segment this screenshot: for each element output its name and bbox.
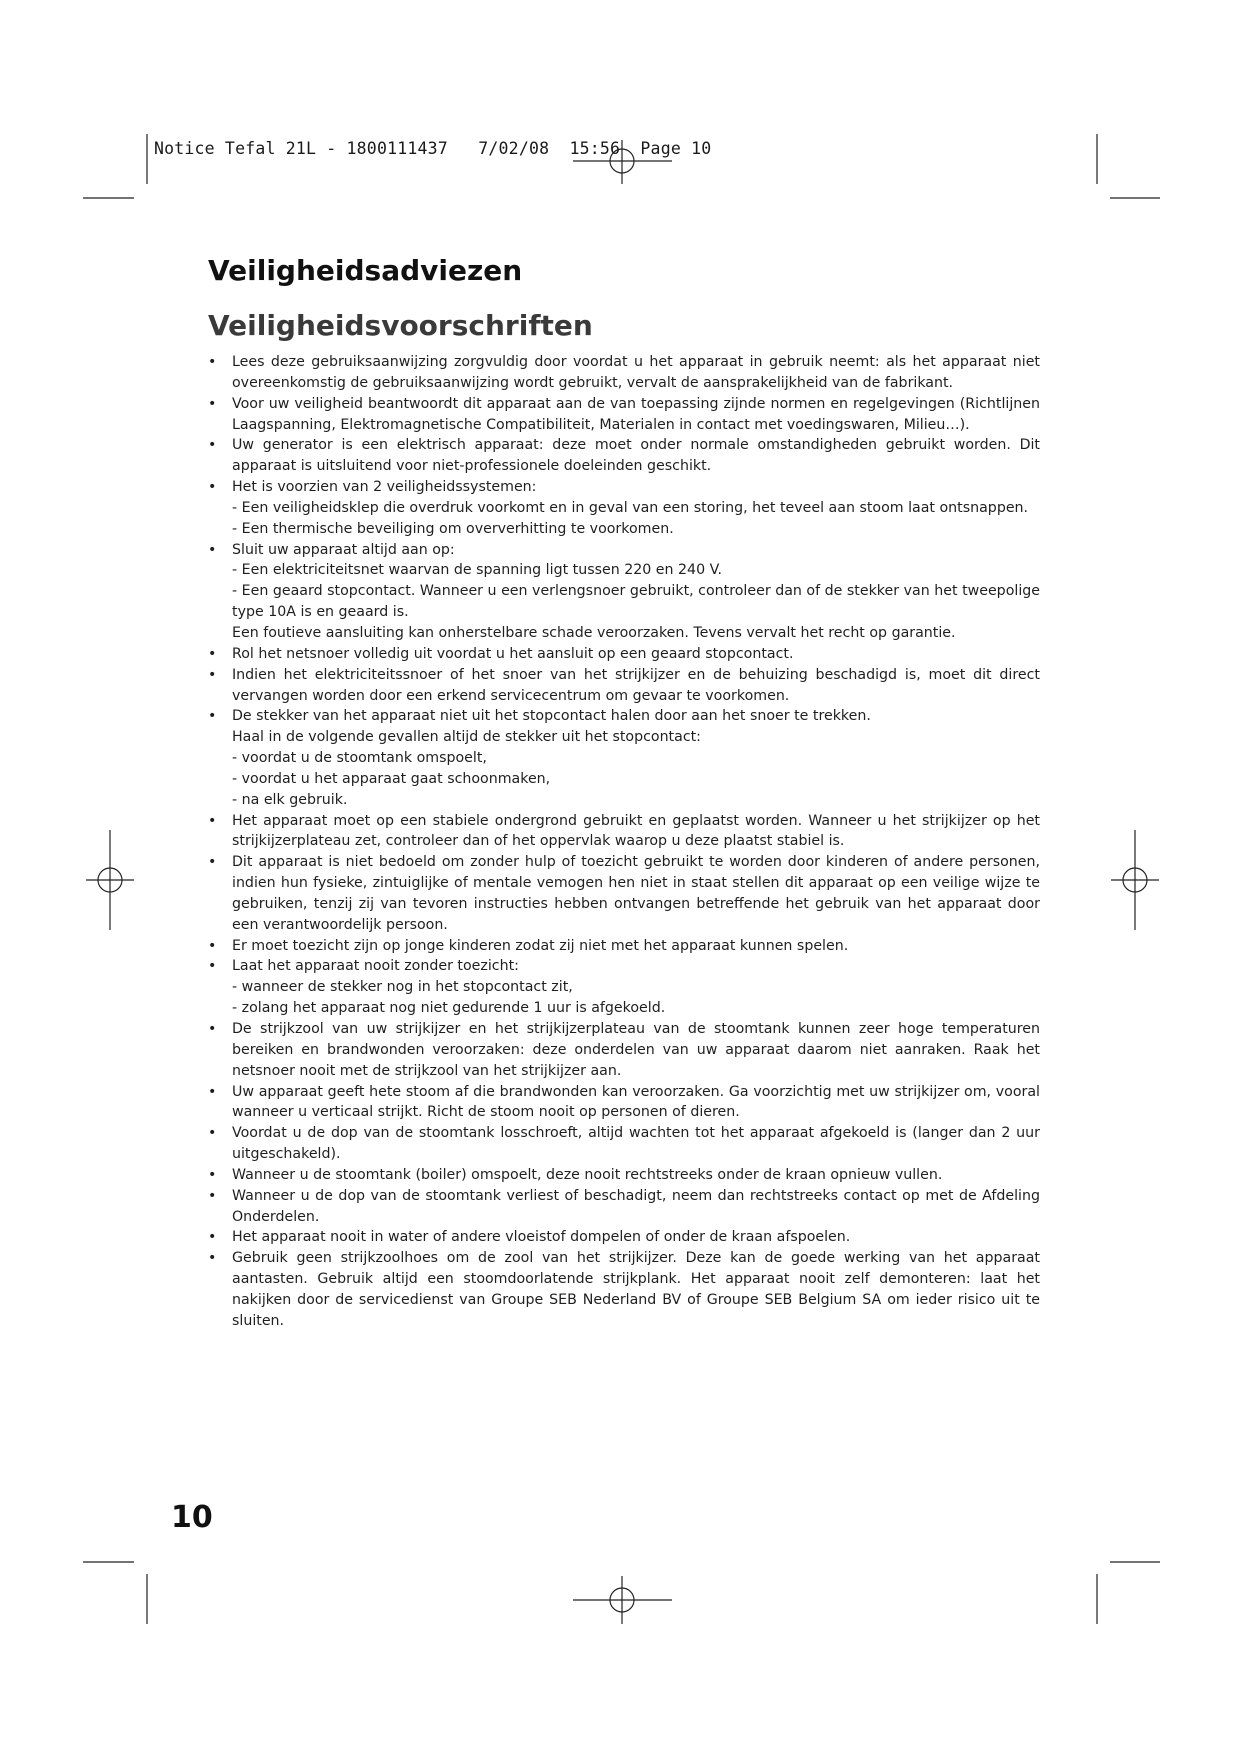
list-item (208, 540, 1040, 644)
bullet-icon: • (208, 708, 217, 725)
list-item-text: Uw generator is een elektrisch apparaat: deze moet onder normale omstandigheden gebruikt worden. Dit apparaat is uitsluitend voor niet-professionele doeleinden geschikt. (232, 437, 1040, 475)
bullet-icon: • (208, 937, 217, 954)
list-item (208, 644, 1040, 665)
bullet-icon: • (208, 1083, 217, 1100)
list-item (208, 1123, 1040, 1165)
bullet-icon: • (208, 1187, 217, 1204)
bullet-icon: • (208, 812, 217, 829)
list-item-text: Lees deze gebruiksaanwijzing zorgvuldig door voordat u het apparaat in gebruik neemt: als het apparaat niet overeenkomstig de gebruiksaanwijzing wordt gebruikt, vervalt de aansprakelijkheid van de fabrikant. (232, 354, 1040, 391)
bullet-icon: • (208, 854, 217, 871)
list-item-text: Gebruik geen strijkzoolhoes om de zool van het strijkijzer. Deze kan de goede werking van het apparaat aantasten. Gebruik altijd een stoomdoorlatende strijkplank. Het apparaat nooit zelf demonteren: laat het nakijken door de servicedienst van Groupe SEB Nederland BV of Groupe SEB Belgium SA om ieder risico uit te sluiten. (232, 1250, 1040, 1329)
list-item (208, 936, 1040, 957)
bullet-icon: • (208, 1166, 217, 1183)
page-number: 10 (171, 1500, 213, 1535)
list-item-text: Voor uw veiligheid beantwoordt dit apparaat aan de van toepassing zijnde normen en regelgevingen (Richtlijnen Laagspanning, Elektromagnetische Compatibiliteit, Materialen in contact met voedingswaren, Milieu…). (232, 395, 1040, 433)
bullet-icon: • (208, 666, 217, 683)
list-item-subline: - Een veiligheidsklep die overdruk voorkomt en in geval van een storing, het teveel aan stoom laat ontsnappen. (232, 499, 1029, 516)
list-item-text: Dit apparaat is niet bedoeld om zonder hulp of toezicht gebruikt te worden door kinderen of andere personen, indien hun fysieke, zintuiglijke of mentale vemogen hen niet in staat stellen dit apparaat op een veilige wijze te gebruiken, tenzij zij van tevoren instructies hebben ontvangen betreffende het gebruik van het apparaat door een verantwoordelijk persoon. (232, 854, 1040, 933)
bullet-icon: • (208, 479, 217, 496)
list-item-subline: Een foutieve aansluiting kan onherstelbare schade veroorzaken. Tevens vervalt het recht op garantie. (232, 624, 956, 641)
list-item (208, 706, 1040, 810)
list-item (208, 956, 1040, 1019)
bullet-icon: • (208, 1021, 217, 1037)
list-item-subline: - voordat u de stoomtank omspoelt, (232, 750, 487, 767)
list-item-text: Het apparaat moet op een stabiele ondergrond gebruikt en geplaatst worden. Wanneer u het strijkijzer op het strijkijzerplateau zet, controleer dan of het oppervlak waarop u deze plaatst stabiel is. (232, 812, 1040, 850)
list-item (208, 1227, 1040, 1248)
list-item (208, 1248, 1040, 1331)
list-item-subline: - na elk gebruik. (232, 791, 348, 808)
list-item (208, 665, 1040, 707)
bullet-icon: • (208, 645, 217, 662)
list-item-text: Rol het netsnoer volledig uit voordat u het aansluit op een geaard stopcontact. (232, 645, 794, 662)
list-item-subline: - voordat u het apparaat gaat schoonmaken, (232, 770, 551, 787)
list-item (208, 352, 1040, 394)
list-item-text: Laat het apparaat nooit zonder toezicht: (232, 958, 519, 975)
list-item-subline: - Een geaard stopcontact. Wanneer u een verlengsnoer gebruikt, controleer dan of de stekker van het tweepolige type 10A is en geaard is. (232, 583, 1040, 621)
section-subtitle: Veiligheidsvoorschriften (208, 309, 593, 342)
bullet-icon: • (208, 541, 217, 558)
bullet-icon: • (208, 958, 217, 975)
safety-list (208, 352, 1040, 1332)
list-item-text: Er moet toezicht zijn op jonge kinderen zodat zij niet met het apparaat kunnen spelen. (232, 937, 849, 954)
list-item-subline: Haal in de volgende gevallen altijd de stekker uit het stopcontact: (232, 729, 701, 746)
list-item (208, 394, 1040, 436)
list-item-text: Indien het elektriciteitssnoer of het snoer van het strijkijzer en de behuizing beschadigd is, moet dit direct vervangen worden door een erkend servicecentrum om gevaar te voorkomen. (232, 666, 1040, 704)
list-item-text: De strijkzool van uw strijkijzer en het strijkijzerplateau van de stoomtank kunnen zeer hoge temperaturen bereiken en brandwonden veroorzaken: deze onderdelen van uw apparaat daarom niet aanraken. Raak het netsnoer nooit met de strijkzool van het strijkijzer aan. (232, 1021, 1040, 1079)
print-slug: Notice Tefal 21L - 1800111437 7/02/08 15:56 Page 10 (154, 139, 712, 158)
list-item (208, 435, 1040, 477)
list-item-text: Wanneer u de stoomtank (boiler) omspoelt, deze nooit rechtstreeks onder de kraan opnieuw vullen. (232, 1166, 943, 1183)
list-item (208, 1186, 1040, 1228)
list-item-subline: - Een thermische beveiliging om oververhitting te voorkomen. (232, 520, 674, 537)
bullet-icon: • (208, 1125, 217, 1142)
list-item-subline: - zolang het apparaat nog niet gedurende 1 uur is afgekoeld. (232, 1000, 666, 1017)
list-item (208, 1165, 1040, 1186)
bullet-icon: • (208, 1250, 217, 1267)
bullet-icon: • (208, 437, 217, 454)
page-title: Veiligheidsadviezen (208, 254, 523, 287)
list-item-text: Sluit uw apparaat altijd aan op: (232, 541, 455, 558)
list-item (208, 1019, 1040, 1082)
list-item (208, 852, 1040, 935)
bullet-icon: • (208, 354, 217, 370)
list-item-text: Voordat u de dop van de stoomtank losschroeft, altijd wachten tot het apparaat afgekoeld is (langer dan 2 uur uitgeschakeld). (232, 1125, 1040, 1163)
list-item-text: Uw apparaat geeft hete stoom af die brandwonden kan veroorzaken. Ga voorzichtig met uw strijkijzer om, vooral wanneer u verticaal strijkt. Richt de stoom nooit op personen of dieren. (232, 1083, 1040, 1121)
list-item-text: Het is voorzien van 2 veiligheidssystemen: (232, 479, 537, 496)
list-item-text: Het apparaat nooit in water of andere vloeistof dompelen of onder de kraan afspoelen. (232, 1229, 851, 1246)
bullet-icon: • (208, 395, 217, 412)
bullet-icon: • (208, 1229, 217, 1246)
list-item-text: De stekker van het apparaat niet uit het stopcontact halen door aan het snoer te trekken. (232, 708, 871, 725)
list-item-subline: - Een elektriciteitsnet waarvan de spanning ligt tussen 220 en 240 V. (232, 562, 723, 579)
list-item (208, 477, 1040, 540)
list-item-subline: - wanneer de stekker nog in het stopcontact zit, (232, 979, 573, 996)
list-item-text: Wanneer u de dop van de stoomtank verliest of beschadigt, neem dan rechtstreeks contact op met de Afdeling Onderdelen. (232, 1187, 1040, 1225)
list-item (208, 1082, 1040, 1124)
list-item (208, 811, 1040, 853)
